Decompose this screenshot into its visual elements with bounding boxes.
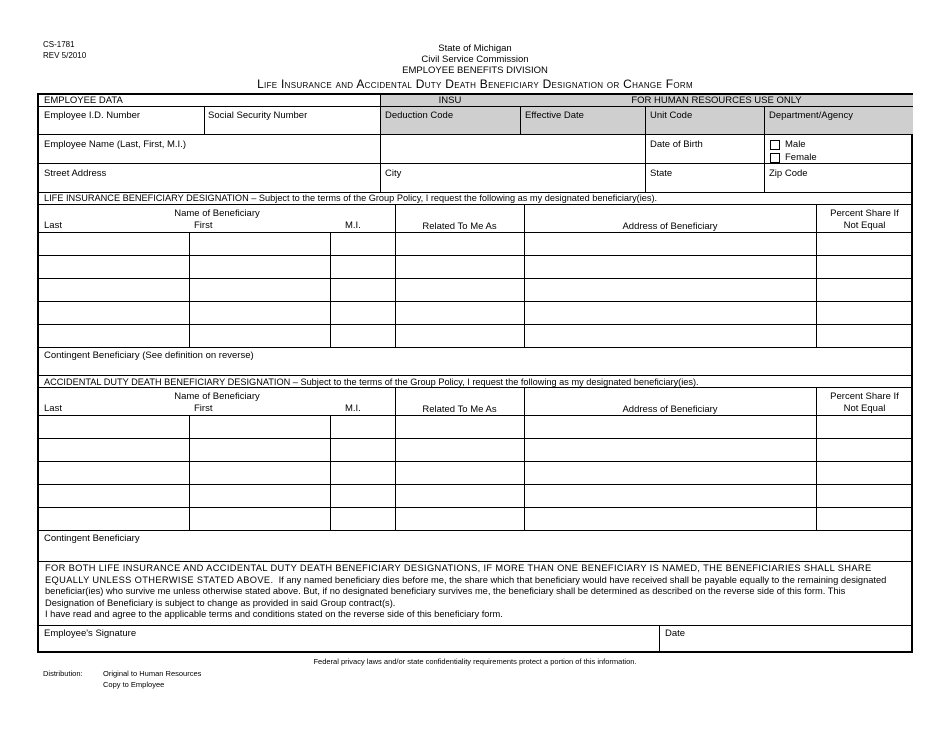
distribution-copy: Copy to Employee [103, 680, 165, 689]
add-percent-header-2: Not Equal [843, 403, 886, 414]
statement-line-2-caps: EQUALLY UNLESS OTHERWISE STATED ABOVE. [45, 574, 274, 585]
zip-code-label: Zip Code [769, 168, 808, 179]
employee-name-label: Employee Name (Last, First, M.I.) [44, 139, 187, 150]
female-label: Female [785, 152, 817, 163]
department-label: Department/Agency [769, 110, 853, 121]
life-related-header: Related To Me As [422, 221, 497, 232]
distribution-label: Distribution: [43, 669, 83, 678]
add-mi-header: M.I. [345, 403, 361, 414]
hr-use-heading: FOR HUMAN RESOURCES USE ONLY [631, 95, 802, 106]
form-number: CS-1781 [43, 40, 75, 49]
effective-date-label: Effective Date [525, 110, 584, 121]
date-of-birth-label: Date of Birth [650, 139, 703, 150]
statement-line-3: beneficiar(ies) who survive me unless otherwise stated above. But, if no designated beneficiary survives me, the beneficiary shall be determined as described on the reverse side of this form. This [45, 586, 846, 597]
employee-id-label: Employee I.D. Number [44, 110, 141, 121]
life-last-header: Last [44, 220, 62, 231]
add-section-heading: ACCIDENTAL DUTY DEATH BENEFICIARY DESIGNATION – Subject to the terms of the Group Policy, I request the following as my designated beneficiary(ies). [44, 377, 699, 387]
statement-line-4: Designation of Beneficiary is subject to change as provided in said Group contract(s). [45, 597, 396, 608]
distribution-original: Original to Human Resources [103, 669, 202, 678]
insu-heading: INSU [438, 95, 462, 106]
form-title: Life Insurance and Accidental Duty Death Beneficiary Designation or Change Form [257, 77, 693, 91]
add-first-header: First [194, 403, 213, 414]
ssn-label: Social Security Number [208, 110, 308, 121]
life-percent-header-1: Percent Share If [830, 208, 899, 219]
signature-date-label: Date [665, 628, 686, 639]
add-related-header: Related To Me As [422, 404, 497, 415]
statement-line-2-rest: If any named beneficiary dies before me, the share which that beneficiary would have received shall be payable equally to the remaining designated [278, 574, 887, 585]
life-percent-header-2: Not Equal [843, 220, 886, 231]
state-name: State of Michigan [438, 43, 512, 54]
life-mi-header: M.I. [345, 220, 361, 231]
state-label: State [650, 168, 673, 179]
life-first-header: First [194, 220, 213, 231]
male-checkbox[interactable] [770, 140, 780, 150]
privacy-notice: Federal privacy laws and/or state confidentiality requirements protect a portion of this information. [313, 657, 637, 666]
employee-data-heading: EMPLOYEE DATA [44, 95, 123, 106]
life-name-of-beneficiary-header: Name of Beneficiary [174, 208, 260, 219]
add-address-header: Address of Beneficiary [622, 404, 718, 415]
deduction-code-label: Deduction Code [385, 110, 454, 121]
life-contingent-label: Contingent Beneficiary (See definition on reverse) [44, 350, 254, 361]
division-name: EMPLOYEE BENEFITS DIVISION [402, 65, 548, 76]
male-label: Male [785, 139, 806, 150]
employee-signature-label: Employee's Signature [44, 628, 137, 639]
statement-line-1: FOR BOTH LIFE INSURANCE AND ACCIDENTAL DUTY DEATH BENEFICIARY DESIGNATIONS, IF MORE THAN ONE BENEFICIARY IS NAMED, THE BENEFICIARIES SHALL SHARE [45, 563, 872, 573]
life-section-heading: LIFE INSURANCE BENEFICIARY DESIGNATION – Subject to the terms of the Group Policy, I request the following as my designated beneficiary(ies). [44, 193, 658, 203]
street-address-label: Street Address [44, 168, 107, 179]
city-label: City [385, 168, 402, 179]
revision-date: REV 5/2010 [43, 51, 87, 60]
statement-line-5: I have read and agree to the applicable terms and conditions stated on the reverse side of this beneficiary form. [45, 609, 503, 620]
unit-code-label: Unit Code [650, 110, 693, 121]
add-contingent-label: Contingent Beneficiary [44, 533, 140, 544]
statement-text [45, 563, 911, 621]
beneficiary-form [37, 93, 913, 653]
add-last-header: Last [44, 403, 62, 414]
female-checkbox[interactable] [770, 153, 780, 163]
add-percent-header-1: Percent Share If [830, 391, 899, 402]
add-name-of-beneficiary-header: Name of Beneficiary [174, 391, 260, 402]
life-address-header: Address of Beneficiary [622, 221, 718, 232]
commission-name: Civil Service Commission [421, 54, 529, 65]
